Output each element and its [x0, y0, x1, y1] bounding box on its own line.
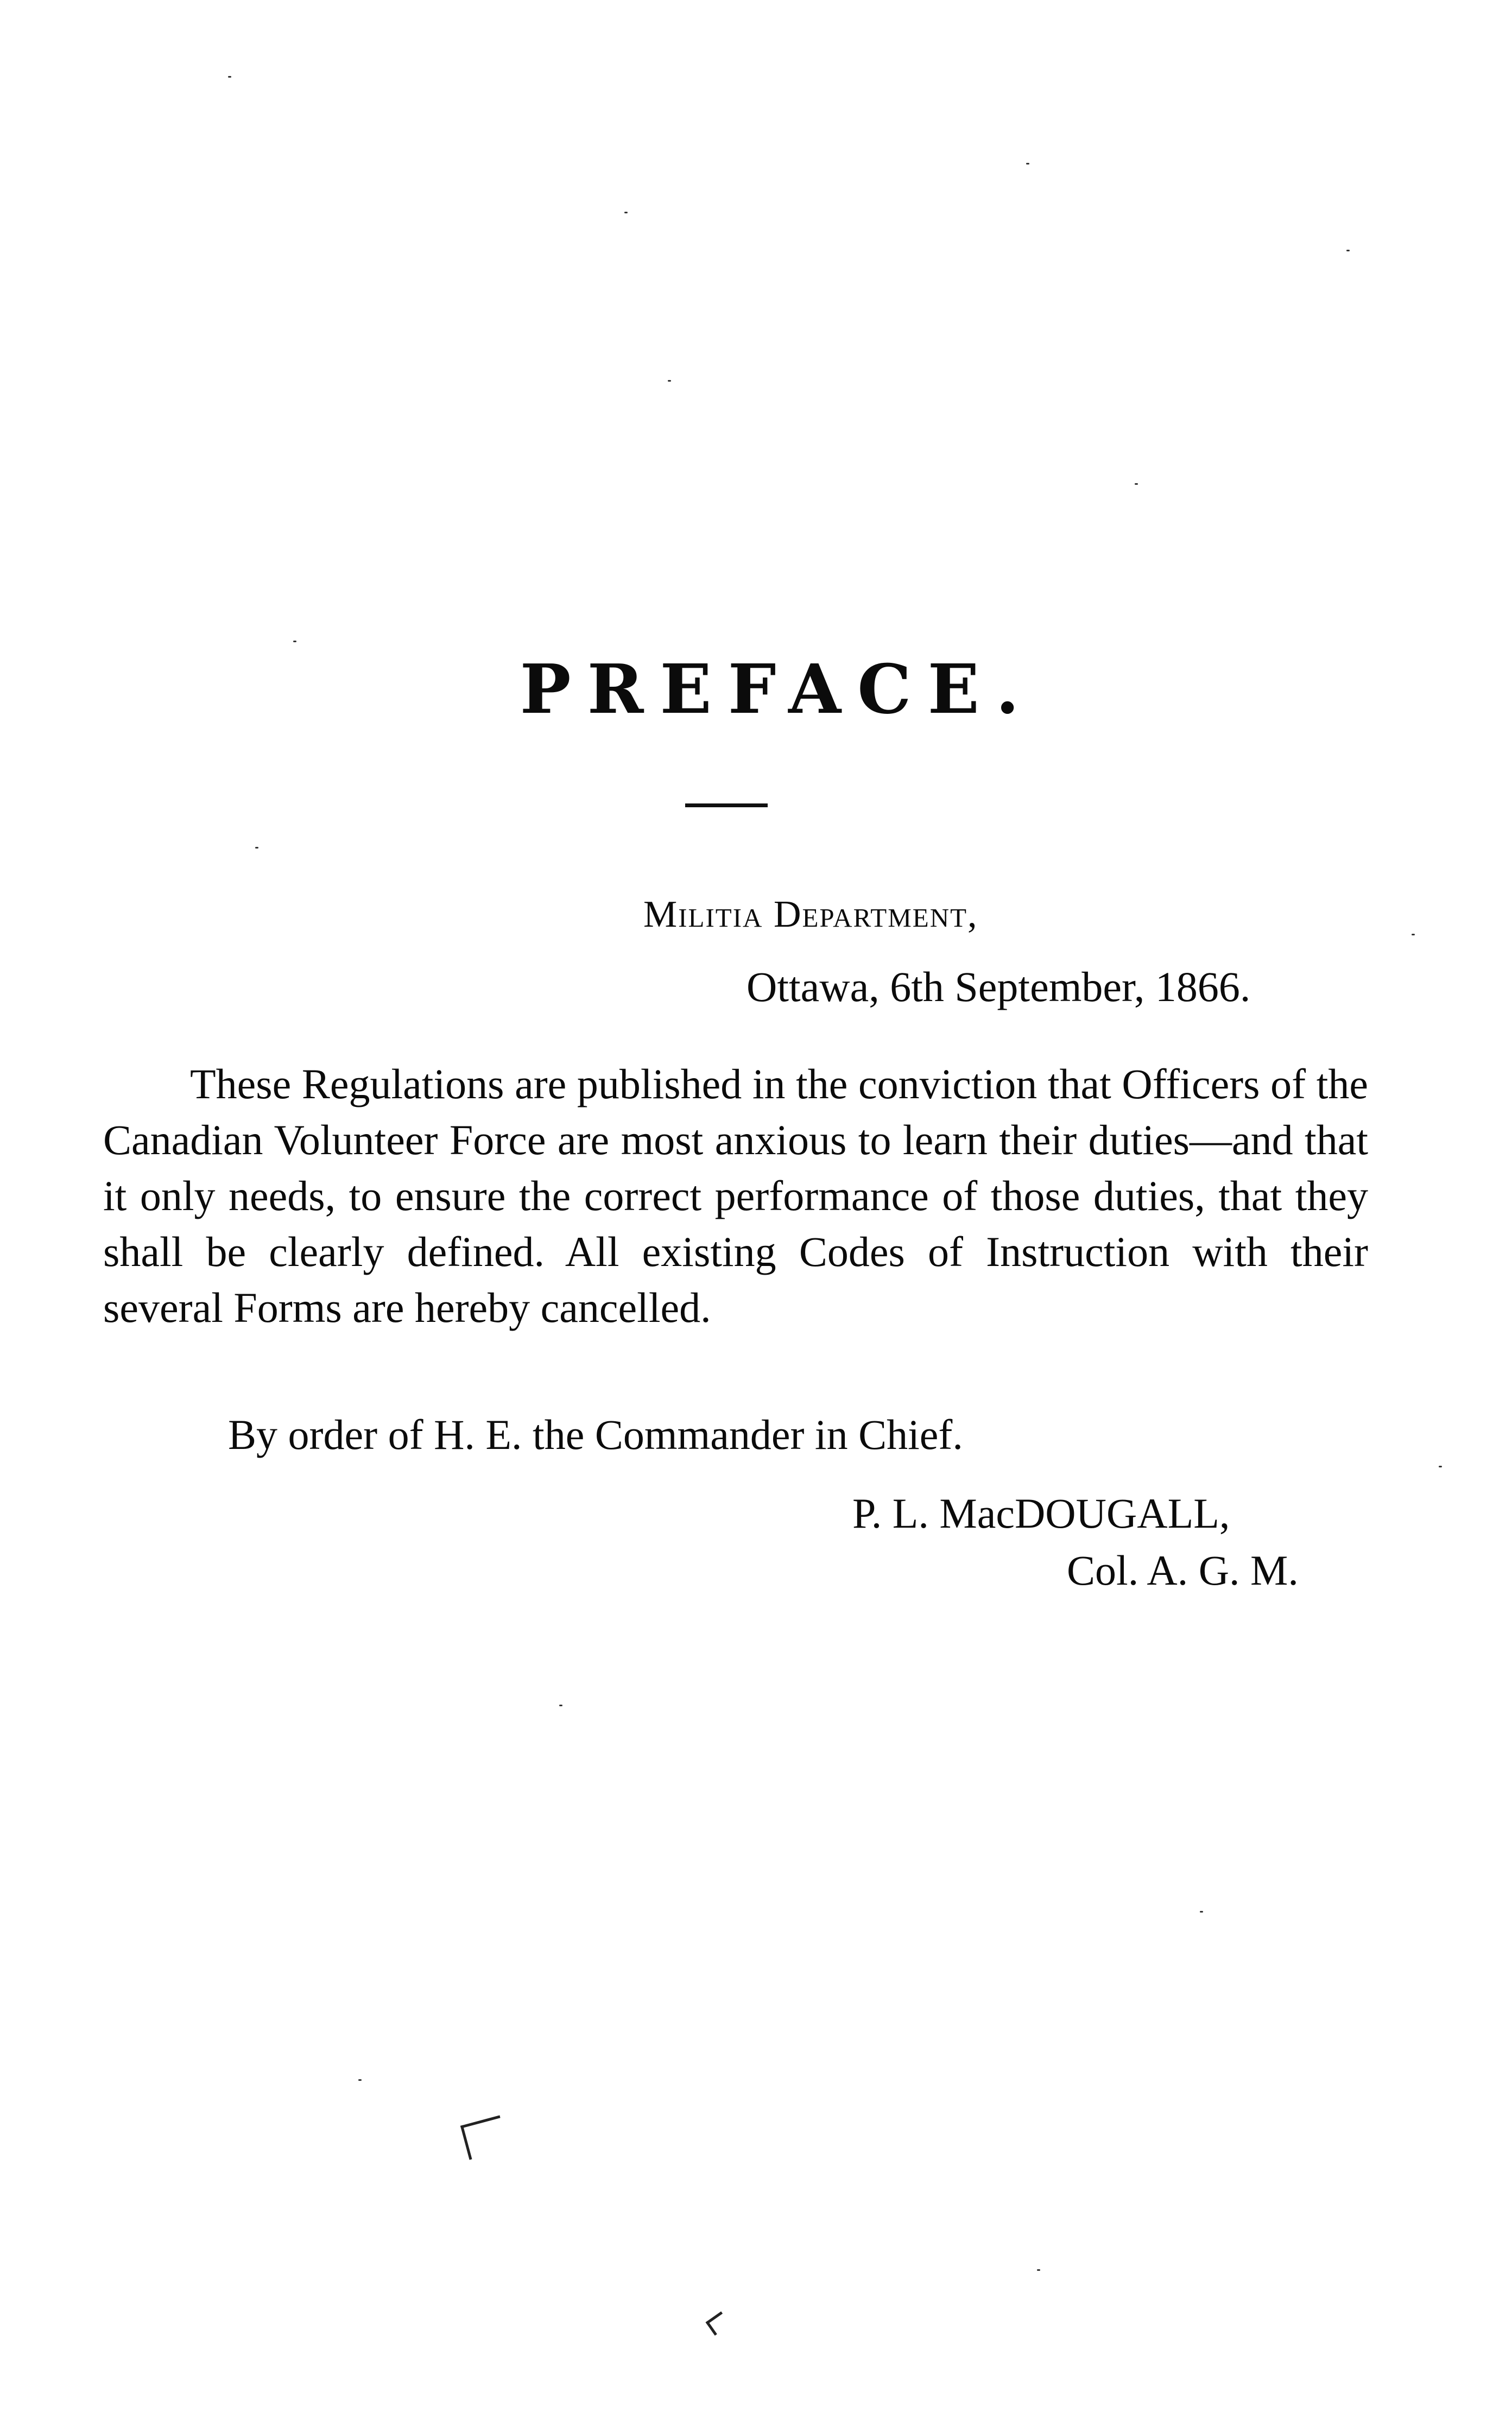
stray-pen-mark	[460, 2115, 509, 2160]
scan-speck	[668, 380, 671, 382]
scan-speck	[255, 847, 258, 849]
scan-speck	[1200, 1911, 1203, 1913]
scan-speck	[1037, 2269, 1040, 2271]
scan-speck	[1346, 250, 1350, 251]
title-underline-rule	[685, 803, 768, 807]
scan-speck	[228, 76, 231, 78]
scan-speck	[1135, 483, 1138, 485]
scan-speck	[1026, 163, 1029, 164]
dateline: Ottawa, 6th September, 1866.	[746, 963, 1251, 1010]
scan-speck	[624, 212, 628, 213]
department-heading: Militia Department,	[643, 894, 978, 935]
preface-paragraph: These Regulations are published in the conviction that Officers of the Canadian Volunteer Force are most anxious to learn their duties—and that it only needs, to ensure the correct performance of those duties, that they shall be clearly defined. All existing Codes of Instruction with their several Forms are hereby cancelled.	[103, 1060, 1368, 1331]
signatory-rank: Col. A. G. M.	[1067, 1547, 1299, 1594]
scan-speck	[358, 2079, 362, 2081]
scan-speck	[559, 1705, 562, 1706]
scan-speck	[1439, 1466, 1442, 1467]
scan-speck	[1412, 934, 1415, 935]
scan-speck	[293, 641, 296, 642]
stray-pen-mark	[706, 2312, 731, 2336]
signatory-name: P. L. MacDOUGALL,	[852, 1490, 1230, 1537]
page-title: PREFACE.	[520, 650, 1036, 729]
order-line: By order of H. E. the Commander in Chief.	[228, 1411, 963, 1458]
